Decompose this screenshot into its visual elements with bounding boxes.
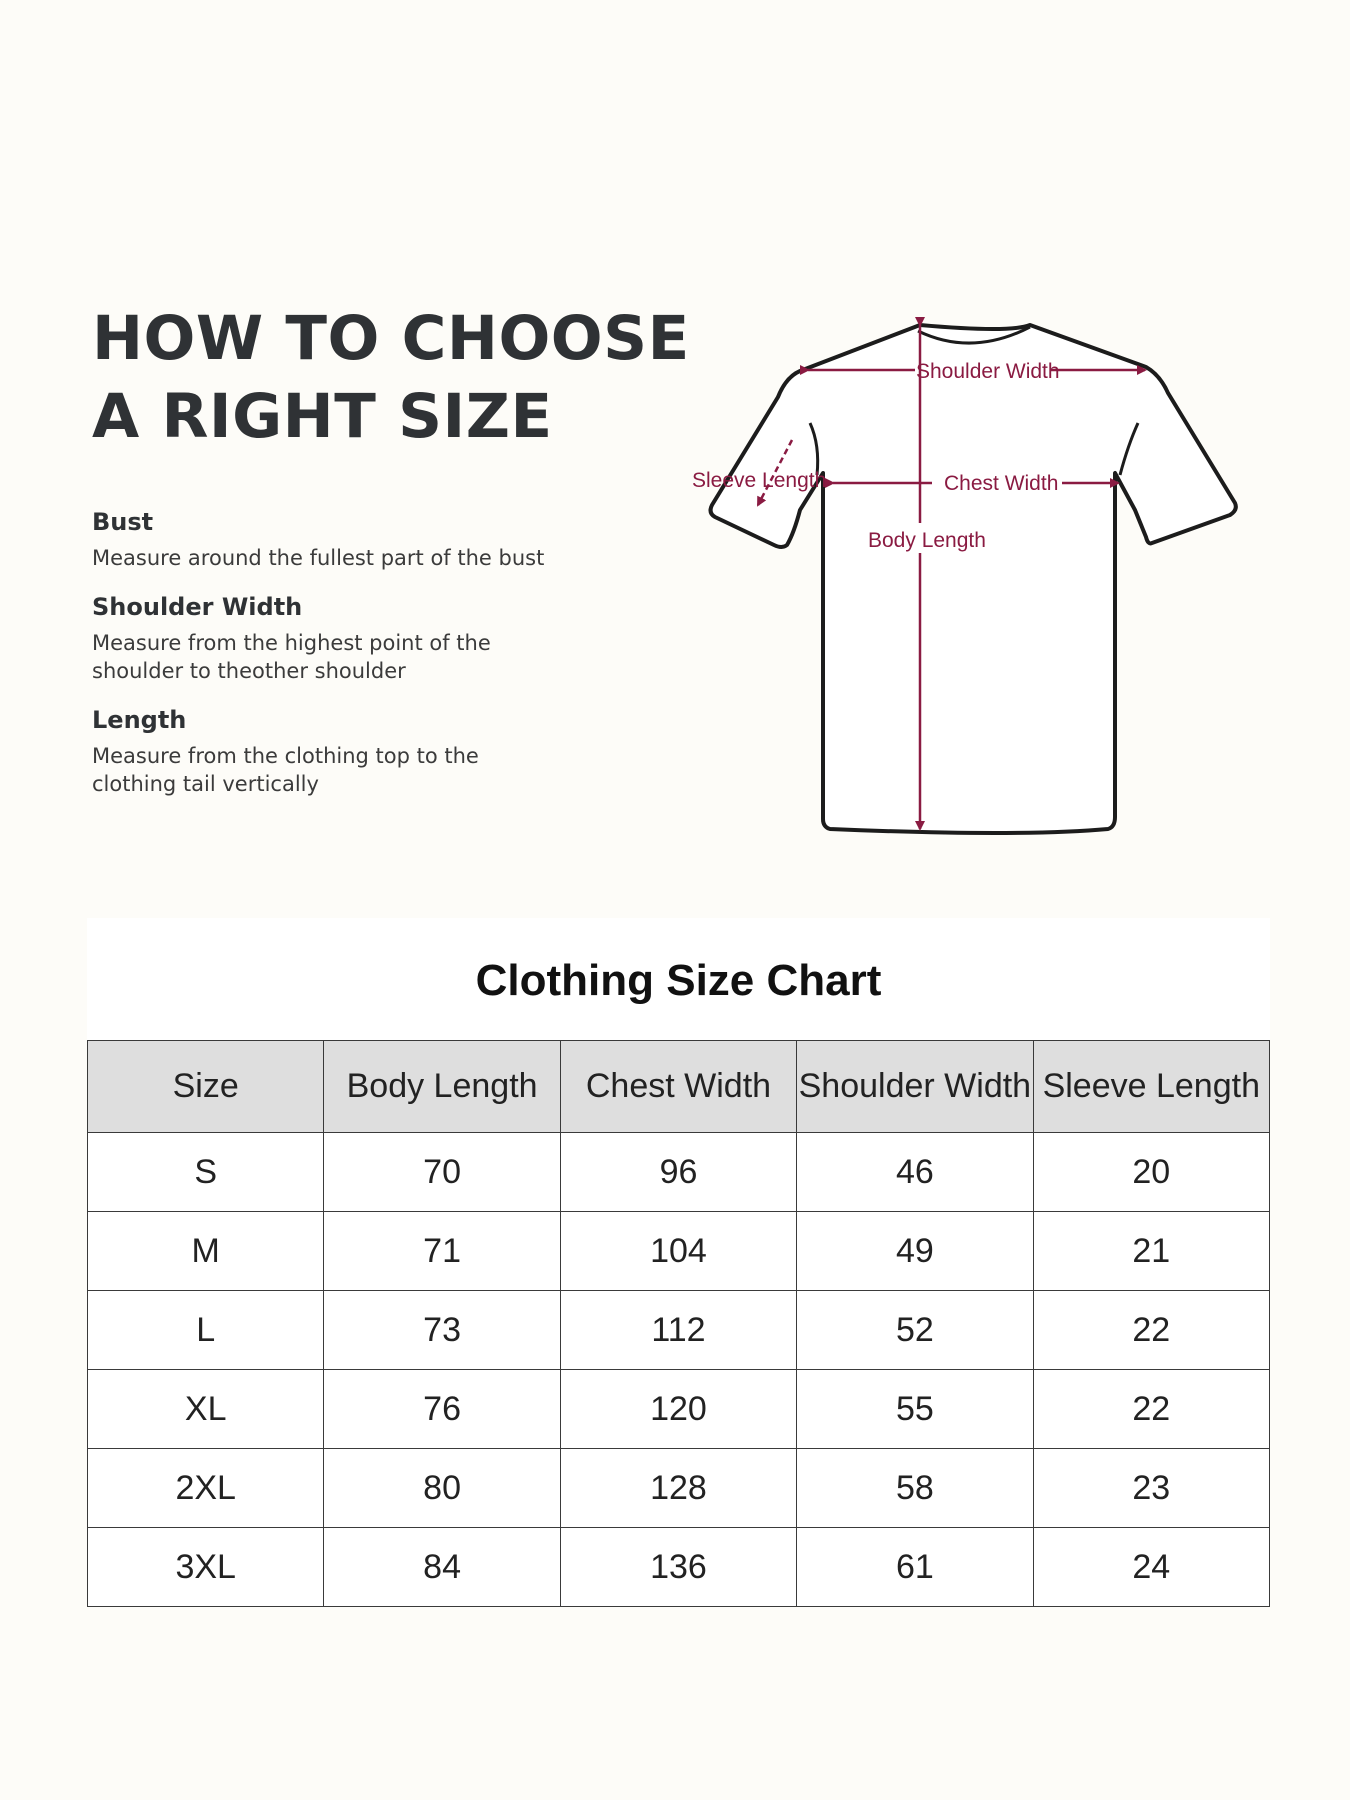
table-cell: XL bbox=[88, 1370, 324, 1449]
headline bbox=[92, 300, 690, 456]
table-cell: 70 bbox=[324, 1133, 560, 1212]
table-cell: 61 bbox=[797, 1528, 1033, 1607]
table-row bbox=[88, 1291, 1270, 1370]
measurement-guide bbox=[92, 508, 652, 819]
table-cell: 24 bbox=[1033, 1528, 1269, 1607]
guide-item-title: Bust bbox=[92, 508, 154, 536]
table-cell: 52 bbox=[797, 1291, 1033, 1370]
table-cell: 2XL bbox=[88, 1449, 324, 1528]
header-chest-width: Chest Width bbox=[560, 1041, 796, 1133]
table-cell: 55 bbox=[797, 1370, 1033, 1449]
guide-item-description: Measure around the fullest part of the bust bbox=[92, 546, 545, 570]
table-cell: S bbox=[88, 1133, 324, 1212]
table-cell: 73 bbox=[324, 1291, 560, 1370]
table-cell: 84 bbox=[324, 1528, 560, 1607]
table-header-row bbox=[88, 1041, 1270, 1133]
headline-line-1: HOW TO CHOOSE bbox=[92, 303, 690, 374]
header-body-length: Body Length bbox=[324, 1041, 560, 1133]
table-cell: 136 bbox=[560, 1528, 796, 1607]
guide-item-bust bbox=[92, 508, 652, 572]
shoulder-width-label: Shoulder Width bbox=[916, 360, 1060, 383]
guide-item-description: Measure from the clothing top to the clothing tail vertically bbox=[92, 744, 479, 796]
guide-item-description: Measure from the highest point of the shoulder to theother shoulder bbox=[92, 631, 491, 683]
table-cell: 3XL bbox=[88, 1528, 324, 1607]
table-cell: 76 bbox=[324, 1370, 560, 1449]
sleeve-length-label: Sleeve Length bbox=[692, 469, 827, 492]
table-cell: 80 bbox=[324, 1449, 560, 1528]
table-cell: 22 bbox=[1033, 1291, 1269, 1370]
table-cell: 58 bbox=[797, 1449, 1033, 1528]
table-cell: 49 bbox=[797, 1212, 1033, 1291]
table-cell: 20 bbox=[1033, 1133, 1269, 1212]
table-cell: M bbox=[88, 1212, 324, 1291]
header-sleeve-length: Sleeve Length bbox=[1033, 1041, 1269, 1133]
guide-item-title: Length bbox=[92, 706, 187, 734]
table-cell: 71 bbox=[324, 1212, 560, 1291]
table-cell: 21 bbox=[1033, 1212, 1269, 1291]
table-cell: 112 bbox=[560, 1291, 796, 1370]
table-row bbox=[88, 1133, 1270, 1212]
table-cell: 120 bbox=[560, 1370, 796, 1449]
table-row bbox=[88, 1528, 1270, 1607]
table-cell: 96 bbox=[560, 1133, 796, 1212]
headline-line-2: A RIGHT SIZE bbox=[92, 381, 553, 452]
chart-title: Clothing Size Chart bbox=[475, 956, 882, 1005]
table-cell: 23 bbox=[1033, 1449, 1269, 1528]
chest-width-label: Chest Width bbox=[944, 472, 1059, 495]
table-cell: 22 bbox=[1033, 1370, 1269, 1449]
guide-item-length bbox=[92, 706, 652, 798]
table-cell: 46 bbox=[797, 1133, 1033, 1212]
guide-item-title: Shoulder Width bbox=[92, 593, 303, 621]
table-row bbox=[88, 1212, 1270, 1291]
size-chart-header bbox=[87, 918, 1270, 1040]
header-size: Size bbox=[88, 1041, 324, 1133]
table-cell: 128 bbox=[560, 1449, 796, 1528]
header-shoulder-width: Shoulder Width bbox=[797, 1041, 1033, 1133]
table-cell: 104 bbox=[560, 1212, 796, 1291]
table-cell: L bbox=[88, 1291, 324, 1370]
guide-item-shoulder-width bbox=[92, 593, 652, 685]
tshirt-outline-icon bbox=[711, 325, 1236, 833]
table-row bbox=[88, 1370, 1270, 1449]
size-chart-table bbox=[87, 1040, 1270, 1607]
table-row bbox=[88, 1449, 1270, 1528]
tshirt-diagram bbox=[690, 305, 1250, 850]
body-length-label: Body Length bbox=[868, 529, 986, 552]
